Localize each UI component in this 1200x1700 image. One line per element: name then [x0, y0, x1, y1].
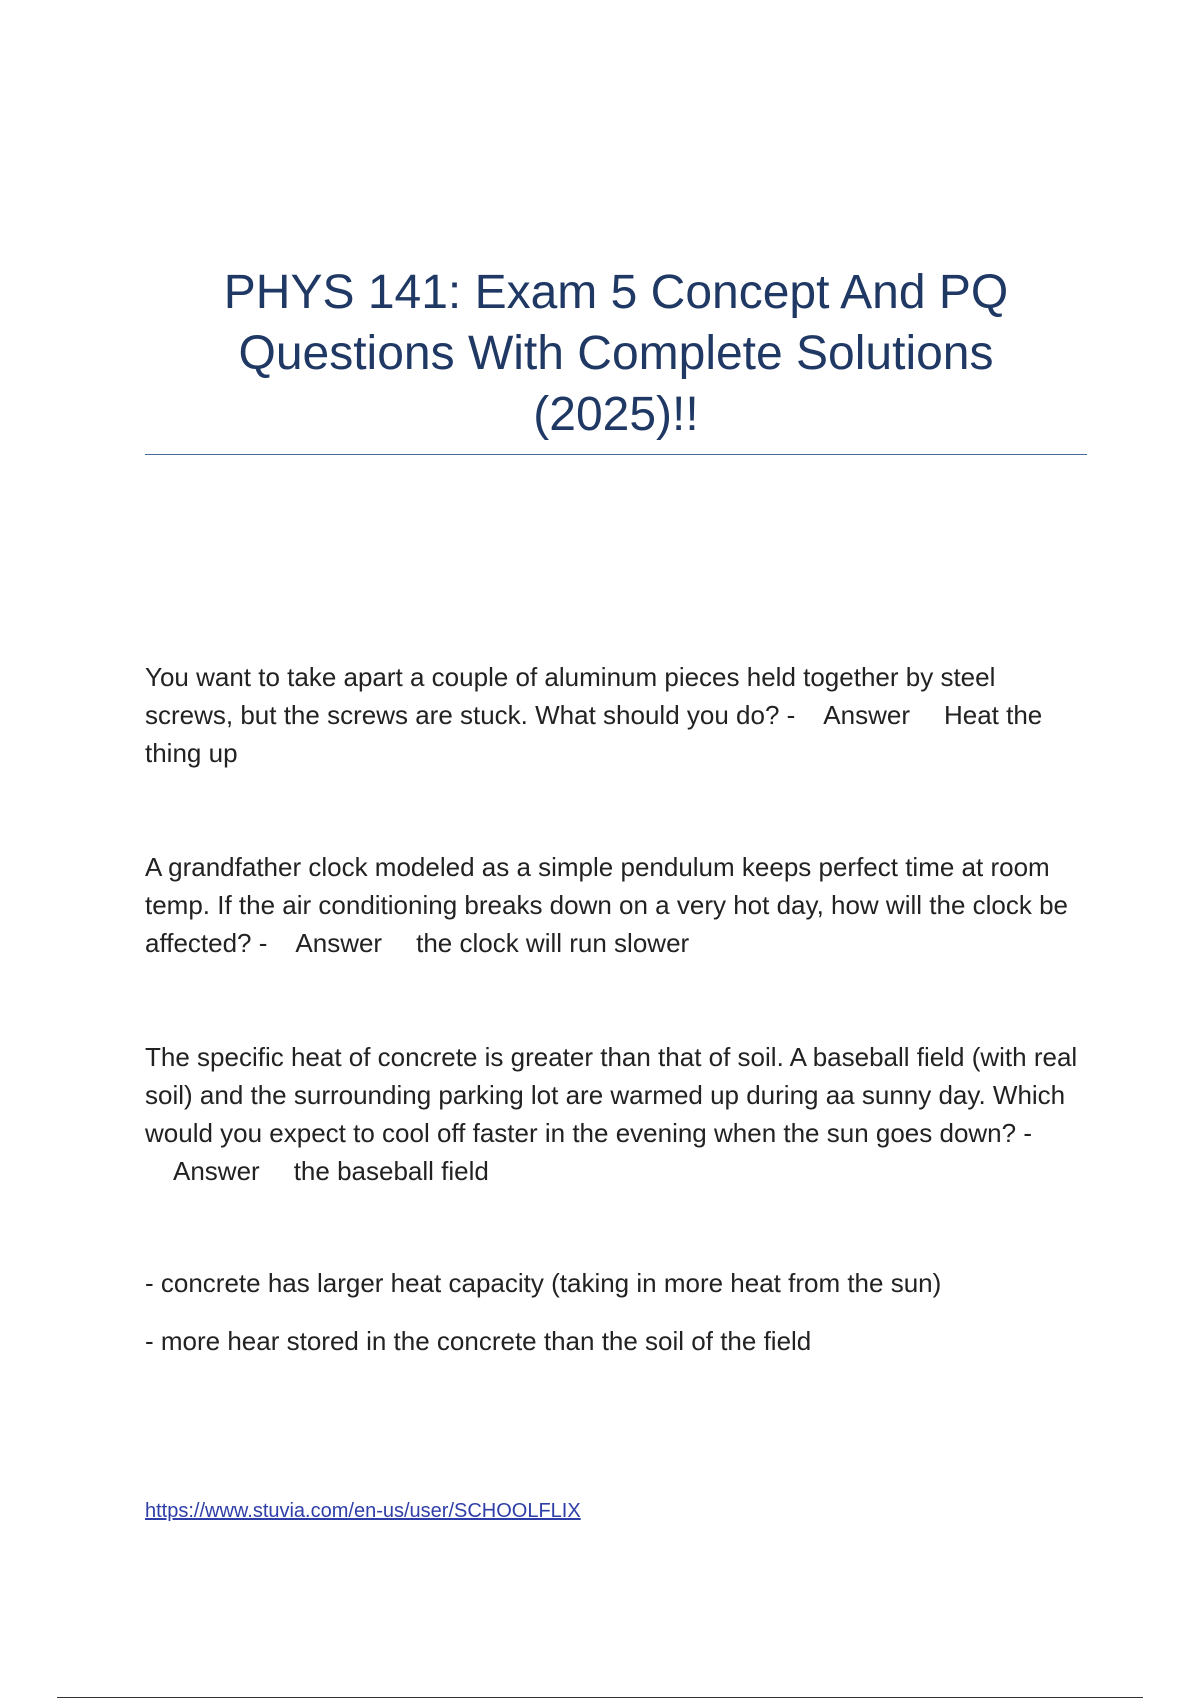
title-line-1: PHYS 141: Exam 5 Concept And PQ — [223, 266, 1009, 319]
qa-item — [145, 848, 1087, 962]
answer-text: the clock will run slower — [416, 928, 690, 958]
title-line-2: Questions With Complete Solutions — [238, 327, 994, 380]
seller-profile-link[interactable]: https://www.stuvia.com/en-us/user/SCHOOLFLIX — [145, 1500, 581, 1522]
answer-text: Heat the thing up — [145, 700, 1043, 768]
question-text: A grandfather clock modeled as a simple pendulum keeps perfect time at room temp. If the air conditioning breaks down on a very hot day, how will the clock be affected? - — [145, 852, 1069, 958]
question-text: You want to take apart a couple of aluminum pieces held together by steel screws, but the screws are stuck. What should you do? - — [145, 662, 996, 730]
title-divider — [145, 454, 1087, 455]
qa-item — [145, 658, 1087, 772]
explanation-note: - concrete has larger heat capacity (taking in more heat from the sun) — [145, 1268, 942, 1298]
explanation-note: - more hear stored in the concrete than the soil of the field — [145, 1326, 812, 1356]
title-line-3: (2025)!! — [533, 388, 699, 441]
answer-text: the baseball field — [293, 1156, 489, 1186]
answer-label: Answer — [823, 700, 910, 730]
document-title — [145, 262, 1087, 445]
answer-label: Answer — [295, 928, 383, 958]
footer-divider — [57, 1697, 1143, 1698]
question-text: The specific heat of concrete is greater than that of soil. A baseball field (with real soil) and the surrounding parking lot are warmed up during aa sunny day. Which would you expect to cool off faster in the evening when the sun goes down? - — [145, 1042, 1078, 1148]
qa-item — [145, 1038, 1087, 1190]
answer-label: Answer — [173, 1156, 260, 1186]
